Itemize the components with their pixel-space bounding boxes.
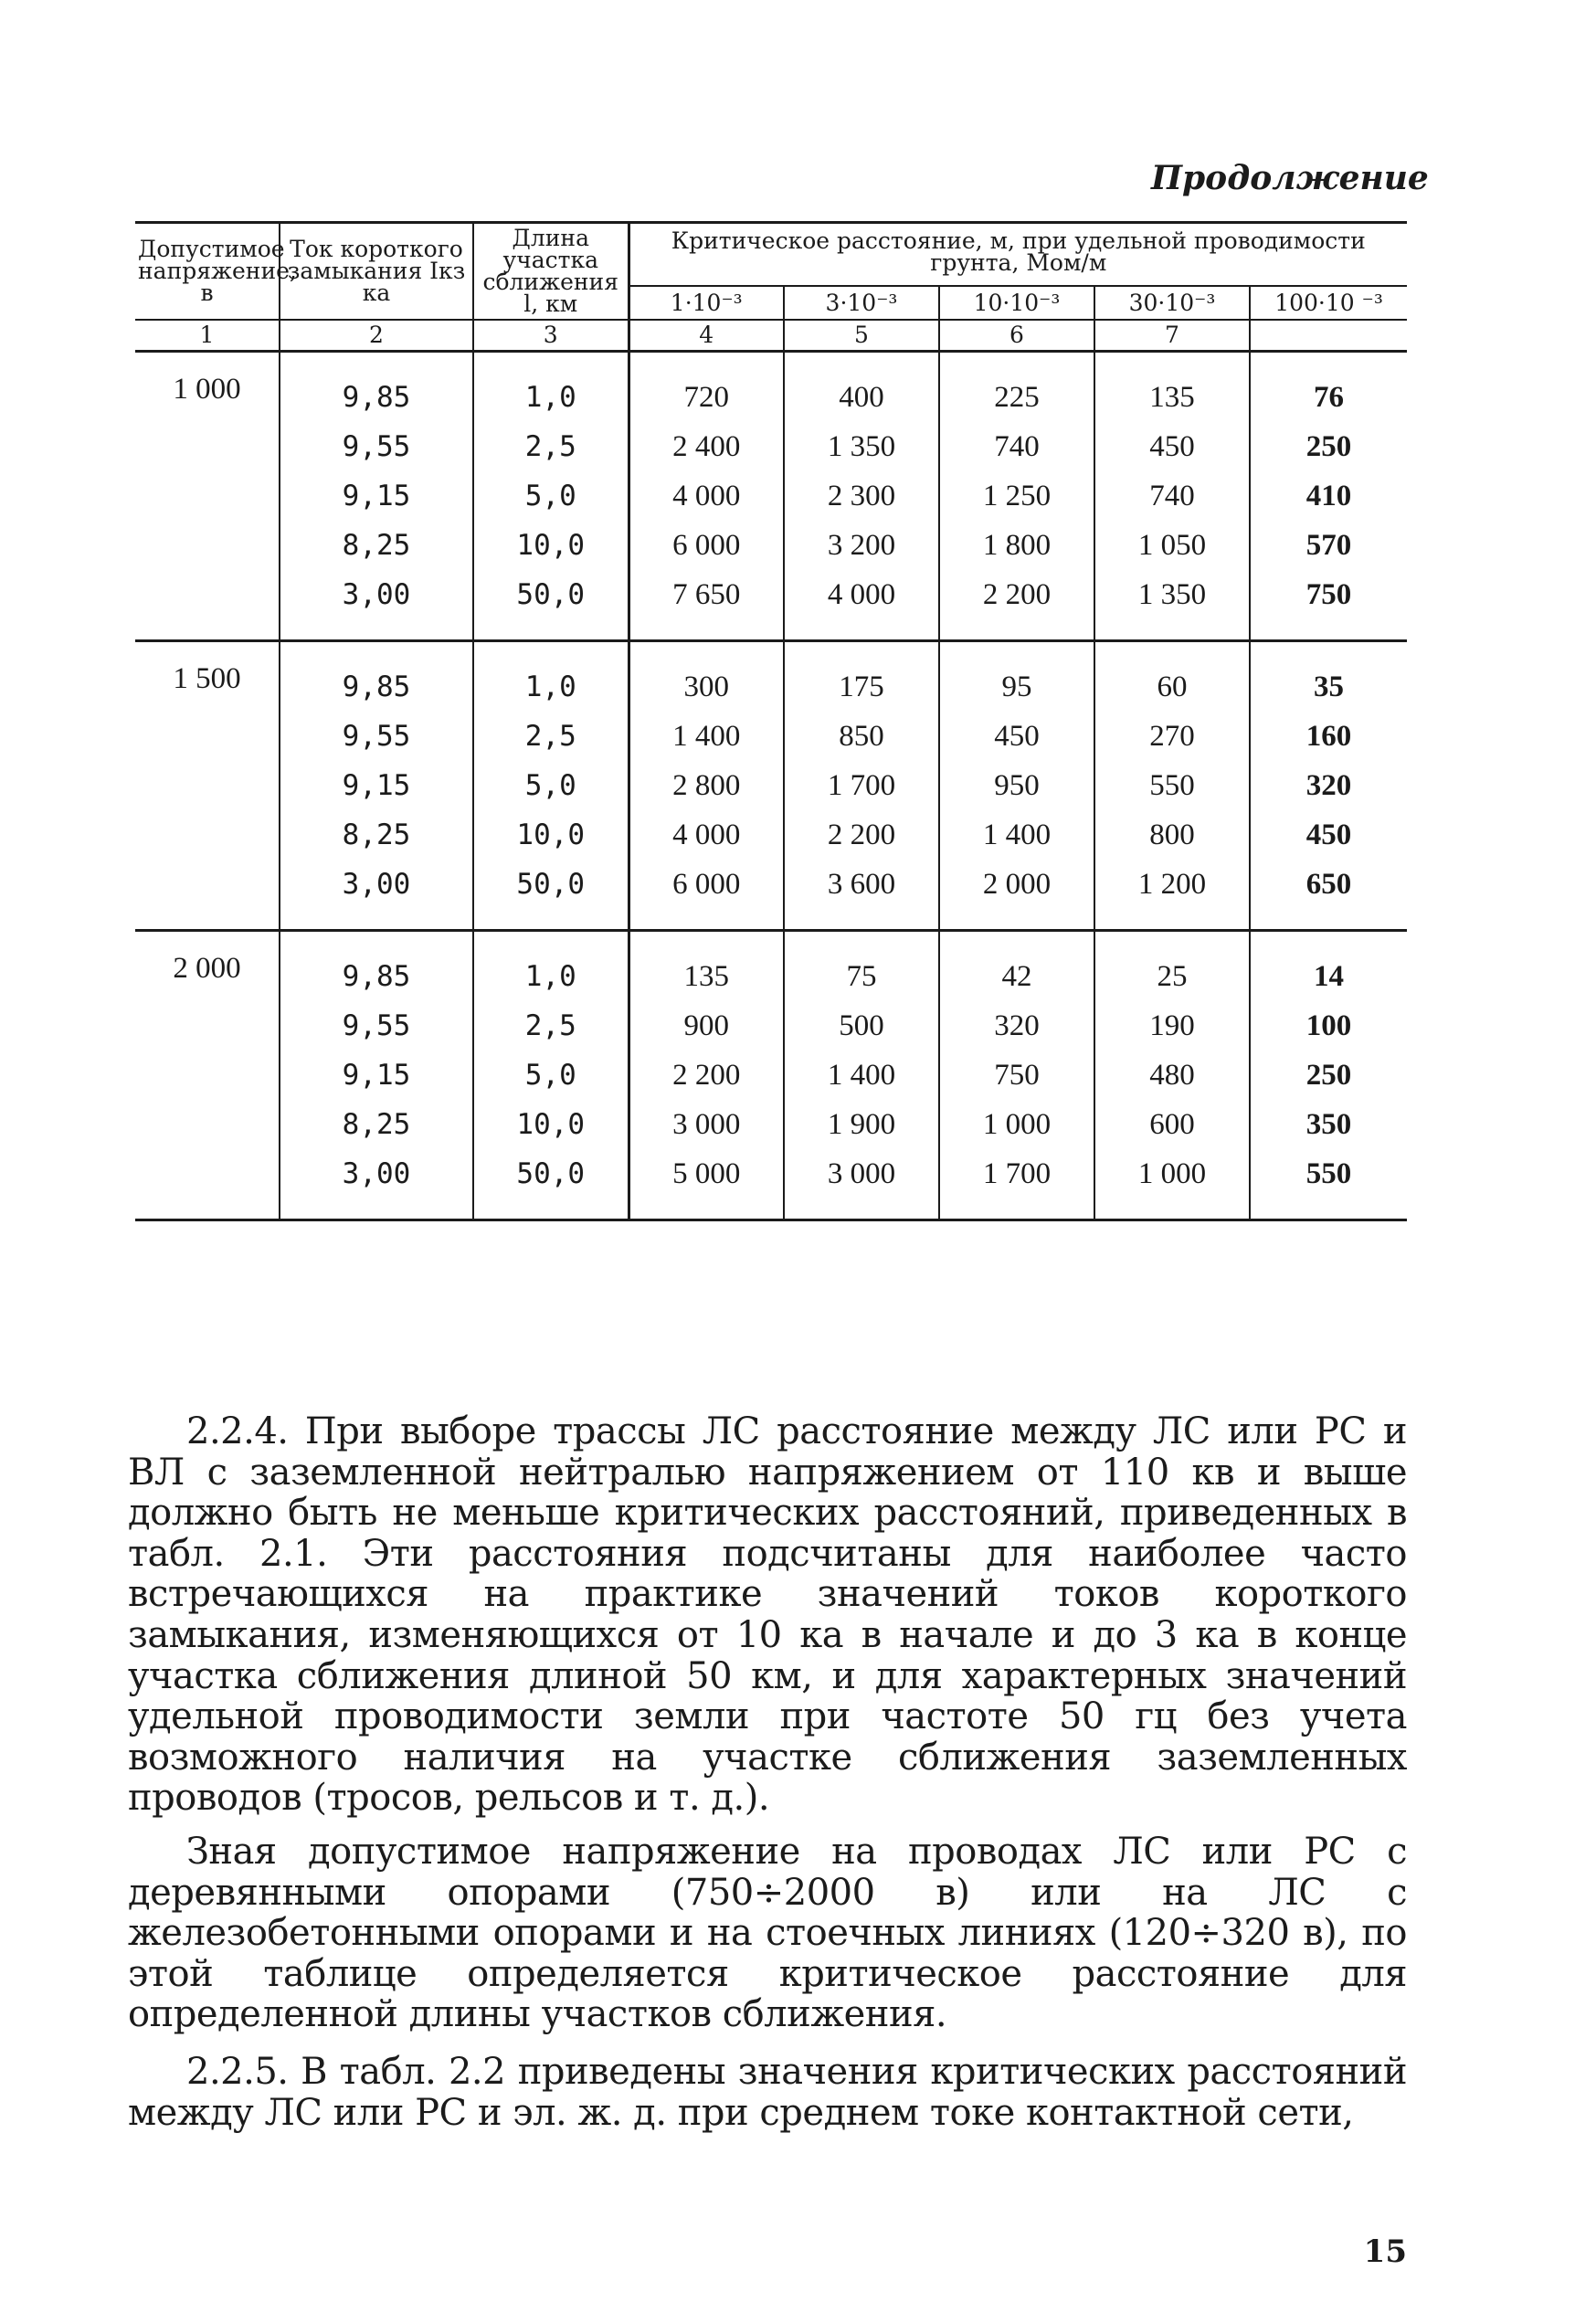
distance-cell: 14 100 250 350 550 [1250, 931, 1407, 1220]
table-row-group [135, 641, 1407, 931]
column-number: 5 [784, 320, 939, 352]
distance-cell: 42 320 750 1 000 1 700 [939, 931, 1094, 1220]
column-number: 2 [280, 320, 473, 352]
voltage-cell: 1 500 [135, 641, 280, 931]
column-number: 4 [629, 320, 784, 352]
header-conductivity-10: 10·10⁻³ [939, 286, 1094, 320]
page-number: 15 [1363, 2233, 1407, 2270]
distance-cell: 225 740 1 250 1 800 2 200 [939, 352, 1094, 641]
current-cell: 9,85 9,55 9,15 8,25 3,00 [280, 352, 473, 641]
column-number: 1 [135, 320, 280, 352]
header-conductivity-30: 30·10⁻³ [1094, 286, 1250, 320]
distance-cell: 35 160 320 450 650 [1250, 641, 1407, 931]
distance-cell: 400 1 350 2 300 3 200 4 000 [784, 352, 939, 641]
distance-cell: 76 250 410 570 750 [1250, 352, 1407, 641]
critical-distance-table [135, 221, 1407, 1221]
header-length: Длина участка сближения l, км [473, 223, 629, 321]
voltage-cell: 1 000 [173, 373, 241, 406]
column-number: 6 [939, 320, 1094, 352]
continuation-label: Продолжение [1151, 159, 1429, 197]
length-cell: 1,0 2,5 5,0 10,0 50,0 [473, 641, 629, 931]
distance-cell: 720 2 400 4 000 6 000 7 650 [629, 352, 784, 641]
table-row-group [135, 931, 1407, 1220]
distance-cell: 60 270 550 800 1 200 [1094, 641, 1250, 931]
paragraph-known-voltage: Зная допустимое напряжение на проводах ЛС или РС с деревянными опорами (750÷2000 в) или на ЛС с железобетонными опорами и на стоечных линиях (120÷320 в), по этой таблице определяется критическое расстояние для определенной длины участков сближения. [128, 1831, 1407, 2036]
current-cell: 9,85 9,55 9,15 8,25 3,00 [280, 641, 473, 931]
distance-cell: 135 900 2 200 3 000 5 000 [629, 931, 784, 1220]
paragraph-2-2-5: 2.2.5. В табл. 2.2 приведены значения критических расстояний между ЛС или РС и эл. ж. д. при среднем токе контактной сети, [128, 2051, 1407, 2134]
length-cell: 1,0 2,5 5,0 10,0 50,0 [473, 931, 629, 1220]
voltage-cell: 2 000 [135, 931, 280, 1220]
table-row-group [135, 352, 1407, 641]
header-critical-distance: Критическое расстояние, м, при удельной проводимости грунта, Мом/м [629, 223, 1407, 287]
column-number: 7 [1094, 320, 1250, 352]
column-number [1250, 320, 1407, 352]
length-cell: 1,0 2,5 5,0 10,0 50,0 [473, 352, 629, 641]
header-current: Ток короткого замыкания Iкз ка [280, 223, 473, 321]
header-conductivity-100: 100·10 ⁻³ [1250, 286, 1407, 320]
distance-cell: 135 450 740 1 050 1 350 [1094, 352, 1250, 641]
distance-cell: 25 190 480 600 1 000 [1094, 931, 1250, 1220]
header-voltage: Допустимое напряжение, в [135, 223, 280, 321]
current-cell: 9,85 9,55 9,15 8,25 3,00 [280, 931, 473, 1220]
header-conductivity-3: 3·10⁻³ [784, 286, 939, 320]
column-number: 3 [473, 320, 629, 352]
paragraph-2-2-4: 2.2.4. При выборе трассы ЛС расстояние между ЛС или РС и ВЛ с заземленной нейтралью напряжением от 110 кв и выше должно быть не меньше критических расстояний, приведенных в табл. 2.1. Эти расстояния подсчитаны для наиболее часто встречающихся на практике значений токов короткого замыкания, изменяющихся от 10 ка в начале и до 3 ка в конце участка сближения длиной 50 км, и для характерных значений удельной проводимости земли при частоте 50 гц без учета возможного наличия на участке сближения заземленных проводов (тросов, рельсов и т. д.). [128, 1410, 1407, 1820]
distance-cell: 300 1 400 2 800 4 000 6 000 [629, 641, 784, 931]
distance-cell: 75 500 1 400 1 900 3 000 [784, 931, 939, 1220]
distance-cell: 175 850 1 700 2 200 3 600 [784, 641, 939, 931]
header-conductivity-1: 1·10⁻³ [629, 286, 784, 320]
distance-cell: 95 450 950 1 400 2 000 [939, 641, 1094, 931]
